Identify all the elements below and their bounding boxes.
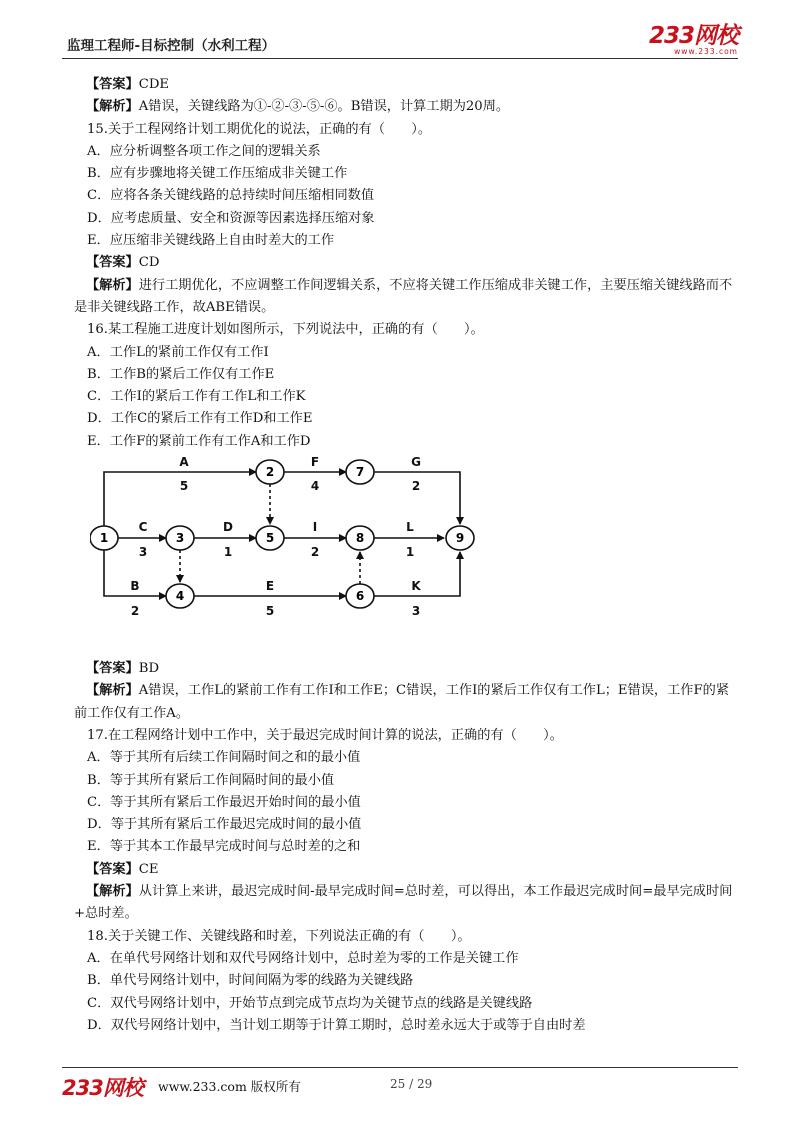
q18-stem: 18.关于关键工作、关键线路和时差，下列说法正确的有（ ）。 bbox=[87, 928, 471, 944]
activity-label: L bbox=[406, 520, 414, 535]
q16-analysis: 【解析】A错误，工作L的紧前工作有工作I和工作E；C错误，工作I的紧后工作仅有工作L；E错误，工作F的紧前工作仅有工作A。 bbox=[74, 683, 730, 721]
node-5 bbox=[256, 526, 284, 550]
q15-option-d: D．应考虑质量、安全和资源等因素选择压缩对象 bbox=[87, 210, 375, 226]
svg-text:8: 8 bbox=[355, 531, 365, 546]
network-svg bbox=[90, 457, 490, 653]
q14-analysis: 【解析】A错误，关键线路为①-②-③-⑤-⑥。B错误，计算工期为20周。 bbox=[86, 99, 510, 115]
q16-answer: 【答案】BD bbox=[86, 661, 160, 677]
activity-duration: 3 bbox=[411, 604, 421, 619]
footer-copyright: www.233.com 版权所有 bbox=[158, 1079, 301, 1094]
q16-option-b: B．工作B的紧后工作仅有工作E bbox=[87, 366, 275, 382]
node-8 bbox=[346, 526, 374, 550]
svg-text:9: 9 bbox=[455, 531, 465, 546]
activity-label: C bbox=[138, 520, 148, 535]
node-4 bbox=[166, 584, 194, 608]
header-divider bbox=[62, 58, 738, 59]
q17-stem: 17.在工程网络计划中工作中，关于最迟完成时间计算的说法，正确的有（ ）。 bbox=[87, 727, 563, 743]
svg-text:3: 3 bbox=[175, 531, 185, 546]
svg-text:2: 2 bbox=[265, 465, 275, 480]
q15-option-e: E．应压缩非关键线路上自由时差大的工作 bbox=[87, 233, 334, 249]
q15-option-b: B．应有步骤地将关键工作压缩成非关键工作 bbox=[87, 166, 348, 182]
q15-analysis: 【解析】进行工期优化，不应调整工作间逻辑关系，不应将关键工作压缩成非关键工作，主要压缩关键线路而不是非关键线路工作，故ABE错误。 bbox=[74, 277, 733, 315]
q18-option-b: B．单代号网络计划中，时间间隔为零的线路为关键线路 bbox=[87, 973, 414, 989]
q18-option-c: C．双代号网络计划中，开始节点到完成节点均为关键节点的线路是关键线路 bbox=[87, 995, 533, 1011]
q16-option-e: E．工作F的紧前工作有工作A和工作D bbox=[87, 433, 311, 449]
page-header bbox=[62, 22, 738, 58]
q15-answer: 【答案】CD bbox=[86, 255, 160, 271]
q17-option-c: C．等于其所有紧后工作最迟开始时间的最小值 bbox=[87, 794, 361, 810]
activity-label: F bbox=[310, 457, 320, 470]
activity-label: I bbox=[312, 520, 318, 535]
q17-option-e: E．等于其本工作最早完成时间与总时差的之和 bbox=[87, 839, 361, 855]
q15-stem: 15.关于工程网络计划工期优化的说法，正确的有（ ）。 bbox=[87, 121, 432, 137]
q17-option-d: D．等于其所有紧后工作最迟完成时间的最小值 bbox=[87, 817, 362, 833]
node-6 bbox=[346, 584, 374, 608]
activity-duration: 2 bbox=[411, 479, 421, 494]
activity-label: D bbox=[223, 520, 233, 535]
network-diagram bbox=[74, 453, 740, 658]
node-7 bbox=[346, 460, 374, 484]
q17-analysis: 【解析】从计算上来讲，最迟完成时间-最早完成时间=总时差，可以得出，本工作最迟完成时间=最早完成时间+总时差。 bbox=[74, 884, 733, 922]
document-body bbox=[74, 74, 740, 1037]
activity-label: E bbox=[265, 579, 275, 594]
svg-text:5: 5 bbox=[265, 531, 275, 546]
q14-answer: 【答案】CDE bbox=[86, 77, 170, 92]
svg-text:7: 7 bbox=[355, 465, 365, 480]
logo-text: 233网校 bbox=[648, 23, 738, 49]
activity-label: G bbox=[411, 457, 421, 470]
activity-duration: 5 bbox=[265, 604, 275, 619]
node-9 bbox=[446, 526, 474, 550]
logo-url: www.233.com bbox=[674, 47, 738, 56]
document-title: 监理工程师-目标控制（水利工程） bbox=[67, 38, 276, 54]
q18-option-a: A．在单代号网络计划和双代号网络计划中，总时差为零的工作是关键工作 bbox=[87, 950, 519, 966]
q17-option-a: A．等于其所有后续工作间隔时间之和的最小值 bbox=[87, 750, 361, 766]
q17-option-b: B．等于其所有紧后工作间隔时间的最小值 bbox=[87, 772, 335, 788]
header-logo[interactable] bbox=[649, 24, 738, 56]
q16-option-a: A．工作L的紧前工作仅有工作I bbox=[87, 344, 269, 360]
q16-option-c: C．工作I的紧后工作有工作L和工作K bbox=[87, 389, 306, 405]
node-1 bbox=[90, 526, 118, 550]
q18-option-d: D．双代号网络计划中，当计划工期等于计算工期时，总时差永远大于或等于自由时差 bbox=[87, 1017, 586, 1033]
activity-duration: 5 bbox=[179, 479, 189, 494]
activity-duration: 1 bbox=[223, 545, 233, 560]
page-footer bbox=[62, 1072, 738, 1102]
activity-label: A bbox=[179, 457, 189, 470]
activity-label: K bbox=[411, 579, 421, 594]
svg-text:1: 1 bbox=[99, 531, 109, 546]
activity-duration: 3 bbox=[138, 545, 148, 560]
q17-answer: 【答案】CE bbox=[86, 861, 159, 877]
activity-duration: 2 bbox=[310, 545, 320, 560]
node-3 bbox=[166, 526, 194, 550]
footer-divider bbox=[62, 1067, 738, 1068]
activity-duration: 4 bbox=[310, 479, 320, 494]
q15-option-a: A．应分析调整各项工作之间的逻辑关系 bbox=[87, 143, 321, 159]
page-number: 25 / 29 bbox=[390, 1077, 433, 1091]
q15-option-c: C．应将各条关键线路的总持续时间压缩相同数值 bbox=[87, 188, 375, 204]
activity-label: B bbox=[130, 579, 140, 594]
activity-duration: 2 bbox=[130, 604, 140, 619]
node-2 bbox=[256, 460, 284, 484]
footer-logo[interactable]: 233网校 bbox=[62, 1076, 143, 1100]
svg-text:6: 6 bbox=[355, 589, 365, 604]
svg-text:4: 4 bbox=[175, 589, 185, 604]
q16-option-d: D．工作C的紧后工作有工作D和工作E bbox=[87, 411, 313, 427]
activity-duration: 1 bbox=[405, 545, 415, 560]
q16-stem: 16.某工程施工进度计划如图所示，下列说法中，正确的有（ ）。 bbox=[87, 322, 484, 338]
